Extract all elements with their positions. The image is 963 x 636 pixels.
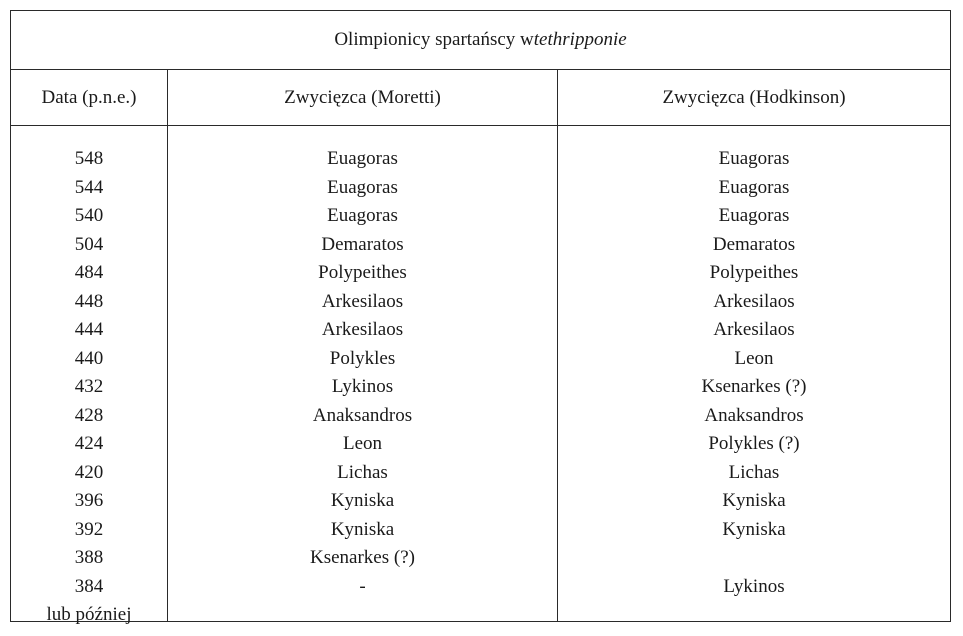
date-cell: 484: [74, 262, 104, 283]
moretti-cell: Kyniska: [330, 518, 395, 540]
moretti-cell: Arkesilaos: [321, 290, 404, 312]
date-cell: 448: [74, 290, 104, 312]
moretti-cell: Arkesilaos: [321, 319, 404, 340]
date-cell: 384: [74, 575, 104, 597]
date-cell: 432: [74, 376, 104, 397]
olympic-victors-table: [10, 10, 951, 625]
table-title: [11, 11, 950, 70]
date-cell: lub później: [46, 604, 132, 625]
hodkinson-cell: Arkesilaos: [713, 290, 795, 312]
table-title-text: Olimpionicy spartańscy w: [334, 29, 534, 50]
moretti-cell: Euagoras: [327, 205, 398, 226]
hodkinson-cell: Arkesilaos: [713, 319, 795, 340]
table-title-italic: tethripponie: [533, 29, 627, 50]
moretti-cell: Ksenarkes (?): [310, 547, 415, 568]
date-cell: 544: [74, 176, 104, 198]
date-cell: 444: [74, 319, 104, 340]
hodkinson-cell: Kyniska: [722, 518, 786, 540]
moretti-cell: Anaksandros: [312, 404, 413, 426]
hodkinson-cell: Ksenarkes (?): [701, 376, 807, 397]
moretti-cell: Euagoras: [327, 176, 398, 198]
hodkinson-cell: Anaksandros: [704, 404, 804, 426]
date-cell: 396: [74, 490, 104, 511]
column-hodkinson: [557, 126, 950, 622]
moretti-cell: Euagoras: [327, 148, 398, 169]
header-date: Data (p.n.e.): [41, 86, 137, 108]
hodkinson-cell: Kyniska: [722, 490, 786, 511]
hodkinson-cell: Leon: [734, 347, 774, 369]
hodkinson-cell: Polypeithes: [709, 262, 799, 283]
header-hodkinson: Zwycięzca (Hodkinson): [557, 70, 950, 125]
moretti-cell: Polypeithes: [318, 262, 407, 283]
hodkinson-cell: Polykles (?): [708, 433, 800, 454]
hodkinson-cell: Demaratos: [712, 233, 796, 255]
hodkinson-cell: Euagoras: [718, 176, 790, 198]
moretti-cell: Lichas: [337, 461, 388, 483]
date-cell: 540: [74, 205, 104, 226]
hodkinson-cell: Euagoras: [718, 205, 790, 226]
hodkinson-cell: [558, 601, 950, 630]
hodkinson-cell: Lichas: [728, 461, 780, 483]
date-cell: 504: [74, 233, 104, 255]
column-moretti: [167, 126, 557, 622]
table-header-row: [11, 70, 950, 126]
date-cell: 392: [74, 518, 104, 540]
date-cell: 428: [74, 404, 104, 426]
column-date: [11, 126, 167, 625]
table-body: [11, 126, 950, 625]
moretti-cell: [168, 601, 557, 630]
moretti-cell: Kyniska: [330, 490, 395, 511]
moretti-cell: Leon: [342, 433, 383, 454]
date-cell: 388: [74, 547, 104, 568]
moretti-cell: Polykles: [329, 347, 396, 369]
hodkinson-cell: [558, 544, 950, 573]
moretti-cell: Demaratos: [321, 233, 404, 255]
header-moretti: Zwycięzca (Moretti): [167, 70, 557, 125]
hodkinson-cell: Lykinos: [723, 575, 785, 597]
date-cell: 424: [74, 433, 104, 454]
hodkinson-cell: Euagoras: [718, 148, 790, 169]
date-cell: 548: [74, 148, 104, 169]
date-cell: 420: [74, 461, 104, 483]
date-cell: 440: [74, 347, 104, 369]
moretti-cell: -: [359, 575, 366, 597]
moretti-cell: Lykinos: [331, 376, 394, 397]
